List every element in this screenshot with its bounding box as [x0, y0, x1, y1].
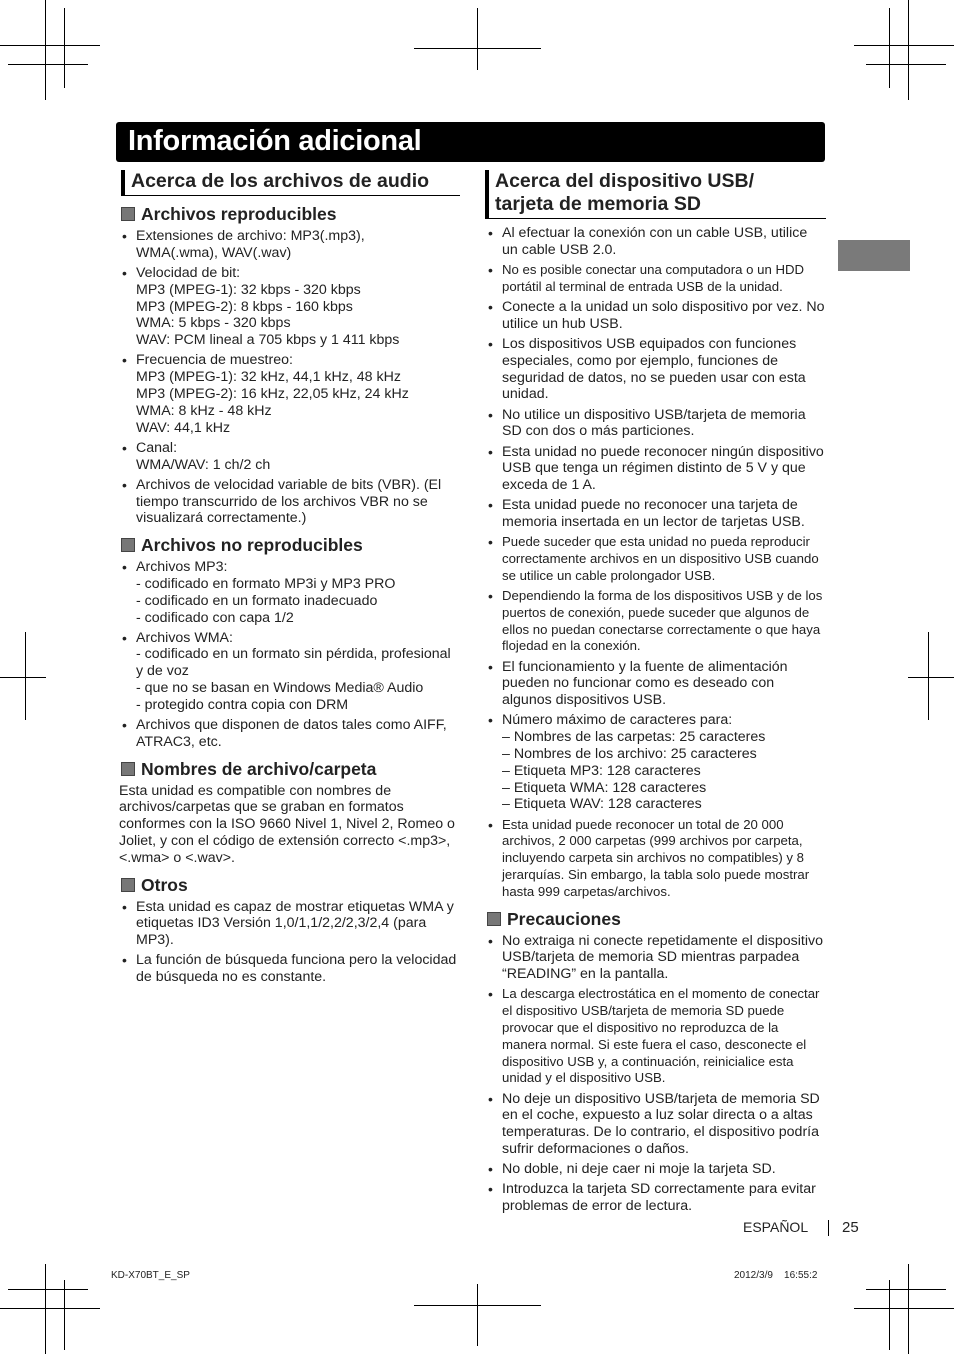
- subsection-precautions: [487, 909, 826, 929]
- crop-mark: [0, 1308, 100, 1309]
- subsection-playable-files: [121, 204, 460, 224]
- crop-mark: [854, 1308, 954, 1309]
- left-column: [119, 170, 460, 989]
- right-column: [485, 170, 826, 1218]
- crop-mark: [477, 8, 478, 70]
- subsection-label: Archivos no reproducibles: [141, 535, 363, 556]
- crop-mark: [64, 8, 65, 88]
- section-title-line: tarjeta de memoria SD: [495, 193, 701, 215]
- square-bullet-icon: [121, 538, 135, 552]
- list-item: • Canal: WMA/WAV: 1 ch/2 ch: [119, 440, 460, 474]
- file-names-paragraph: Esta unidad es compatible con nombres de archivos/carpetas que se graban en formatos conformes con la ISO 9660 Nivel 1, Nivel 2, Romeo o Joliet, y con el código de extensión correcto <.mp3>, <.wma> o <.wav>.: [119, 782, 455, 866]
- print-timestamp: 2012/3/9 16:55:2: [734, 1270, 818, 1281]
- crop-mark: [866, 64, 946, 65]
- page-number: 25: [842, 1219, 859, 1236]
- subsection-file-folder-names: [121, 759, 460, 779]
- list-item: • Esta unidad es capaz de mostrar etiquetas WMA y etiquetas ID3 Versión 1,0/1,1/2,2/2,3/2,4 (para MP3).: [119, 899, 460, 949]
- footer-divider: [828, 1220, 829, 1236]
- crop-mark: [889, 8, 890, 88]
- list-item: • El funcionamiento y la fuente de alimentación pueden no funcionar como es deseado con algunos dispositivos USB.: [485, 659, 826, 709]
- square-bullet-icon: [487, 912, 501, 926]
- square-bullet-icon: [121, 207, 135, 221]
- language-tab-marker: [838, 240, 910, 271]
- list-item: • La descarga electrostática en el momento de conectar el dispositivo USB/tarjeta de memoria SD puede provocar que el dispositivo no reproduzca de la manera normal. Si este fuera el caso, desconecte el dispositivo USB y, a continuación, reinicialice esta unidad y el dispositivo USB.: [485, 986, 826, 1087]
- crop-mark: [908, 0, 909, 100]
- section-title-line: Acerca del dispositivo USB/: [495, 170, 754, 192]
- list-item: • Esta unidad puede reconocer un total de 20 000 archivos, 2 000 carpetas (999 archivos por carpeta, incluyendo carpeta sin archivos no compatibles) y 8 jerarquías. Sin embargo, la tabla solo puede mostrar hasta 999 carpetas/archivos.: [485, 817, 826, 901]
- subsection-label: Nombres de archivo/carpeta: [141, 758, 377, 779]
- list-item: • No doble, ni deje caer ni moje la tarjeta SD.: [485, 1161, 826, 1178]
- crop-mark: [8, 1289, 88, 1290]
- list-item: • No extraiga ni conecte repetidamente el dispositivo USB/tarjeta de memoria SD mientras parpadea “READING” en la pantalla.: [485, 933, 826, 983]
- others-list: [119, 899, 460, 986]
- unplayable-files-list: [119, 559, 460, 751]
- list-item: • No utilice un dispositivo USB/tarjeta de memoria SD con dos o más particiones.: [485, 407, 826, 441]
- crop-mark: [854, 45, 954, 46]
- crop-mark: [414, 48, 541, 49]
- crop-mark: [477, 1284, 478, 1346]
- list-item: • Puede suceder que esta unidad no pueda reproducir correctamente archivos en un dispositivo USB cuando se utilice un cable prolongador USB.: [485, 534, 826, 584]
- list-item: • Esta unidad no puede reconocer ningún dispositivo USB que tenga un régimen distinto de 5 V y que exceda de 1 A.: [485, 444, 826, 494]
- crop-mark: [928, 632, 929, 720]
- playable-files-list: [119, 228, 460, 527]
- subsection-unplayable-files: [121, 535, 460, 555]
- list-item: • Conecte a la unidad un solo dispositivo por vez. No utilice un hub USB.: [485, 299, 826, 333]
- crop-mark: [908, 1264, 909, 1354]
- crop-mark: [0, 677, 46, 678]
- page-title: Información adicional: [128, 125, 422, 157]
- document-code: KD-X70BT_E_SP: [111, 1270, 190, 1281]
- list-item: • No deje un dispositivo USB/tarjeta de memoria SD en el coche, expuesto a luz solar directa o a altas temperaturas. De lo contrario, el dispositivo podría sufrir deformaciones o daños.: [485, 1091, 826, 1158]
- usb-notes-list: [485, 225, 826, 901]
- footer-language: ESPAÑOL: [743, 1219, 809, 1235]
- list-item: • Extensiones de archivo: MP3(.mp3), WMA(.wma), WAV(.wav): [119, 228, 460, 262]
- crop-mark: [45, 0, 46, 100]
- square-bullet-icon: [121, 762, 135, 776]
- list-item: • Frecuencia de muestreo: MP3 (MPEG-1): 32 kHz, 44,1 kHz, 48 kHz MP3 (MPEG-2): 16 kHz, 22,05 kHz, 24 kHz WMA: 8 kHz - 48 kHz WAV: 44,1 kHz: [119, 352, 460, 436]
- list-item: • Archivos MP3: - codificado en formato MP3i y MP3 PRO - codificado en un formato inadecuado - codificado con capa 1/2: [119, 559, 460, 626]
- list-item: • Archivos WMA: - codificado en un formato sin pérdida, profesional y de voz - que no se basan en Windows Media® Audio - protegido contra copia con DRM: [119, 630, 460, 714]
- section-title-usb-sd: [485, 170, 826, 219]
- section-title-audio-files: Acerca de los archivos de audio: [121, 170, 460, 196]
- subsection-label: Precauciones: [507, 908, 621, 929]
- list-item: • Archivos que disponen de datos tales como AIFF, ATRAC3, etc.: [119, 717, 460, 751]
- subsection-label: Otros: [141, 874, 188, 895]
- list-item: • Los dispositivos USB equipados con funciones especiales, como por ejemplo, funciones de seguridad de datos, no se pueden usar con esta unidad.: [485, 336, 826, 403]
- crop-mark: [64, 1280, 65, 1350]
- crop-mark: [414, 1305, 541, 1306]
- crop-mark: [908, 677, 954, 678]
- list-item: • La función de búsqueda funciona pero la velocidad de búsqueda no es constante.: [119, 952, 460, 986]
- crop-mark: [8, 64, 88, 65]
- list-item: • Archivos de velocidad variable de bits (VBR). (El tiempo transcurrido de los archivos VBR no se visualizará correctamente.): [119, 477, 460, 527]
- list-item: • Velocidad de bit: MP3 (MPEG-1): 32 kbps - 320 kbps MP3 (MPEG-2): 8 kbps - 160 kbps WMA: 5 kbps - 320 kbps WAV: PCM lineal a 705 kbps y 1 411 kbps: [119, 265, 460, 349]
- list-item: • No es posible conectar una computadora o un HDD portátil al terminal de entrada USB de la unidad.: [485, 262, 826, 296]
- crop-mark: [0, 45, 100, 46]
- crop-mark: [889, 1280, 890, 1350]
- title-banner: [116, 122, 825, 162]
- subsection-label: Archivos reproducibles: [141, 204, 337, 224]
- list-item: • Número máximo de caracteres para: – Nombres de las carpetas: 25 caracteres – Nombres de los archivo: 25 caracteres – Etiqueta MP3: 128 caracteres – Etiqueta WMA: 128 caracteres – Etiqueta WAV: 128 caracteres: [485, 712, 826, 813]
- crop-mark: [866, 1289, 946, 1290]
- square-bullet-icon: [121, 878, 135, 892]
- list-item: • Esta unidad puede no reconocer una tarjeta de memoria insertada en un lector de tarjetas USB.: [485, 497, 826, 531]
- crop-mark: [25, 632, 26, 720]
- precautions-list: [485, 933, 826, 1215]
- crop-mark: [45, 1264, 46, 1354]
- list-item: • Dependiendo la forma de los dispositivos USB y de los puertos de conexión, puede suceder que algunos de ellos no puedan conectarse correctamente o que haya flojedad en la conexión.: [485, 588, 826, 655]
- list-item: • Introduzca la tarjeta SD correctamente para evitar problemas de error de lectura.: [485, 1181, 826, 1215]
- subsection-others: [121, 875, 460, 895]
- list-item: • Al efectuar la conexión con un cable USB, utilice un cable USB 2.0.: [485, 225, 826, 259]
